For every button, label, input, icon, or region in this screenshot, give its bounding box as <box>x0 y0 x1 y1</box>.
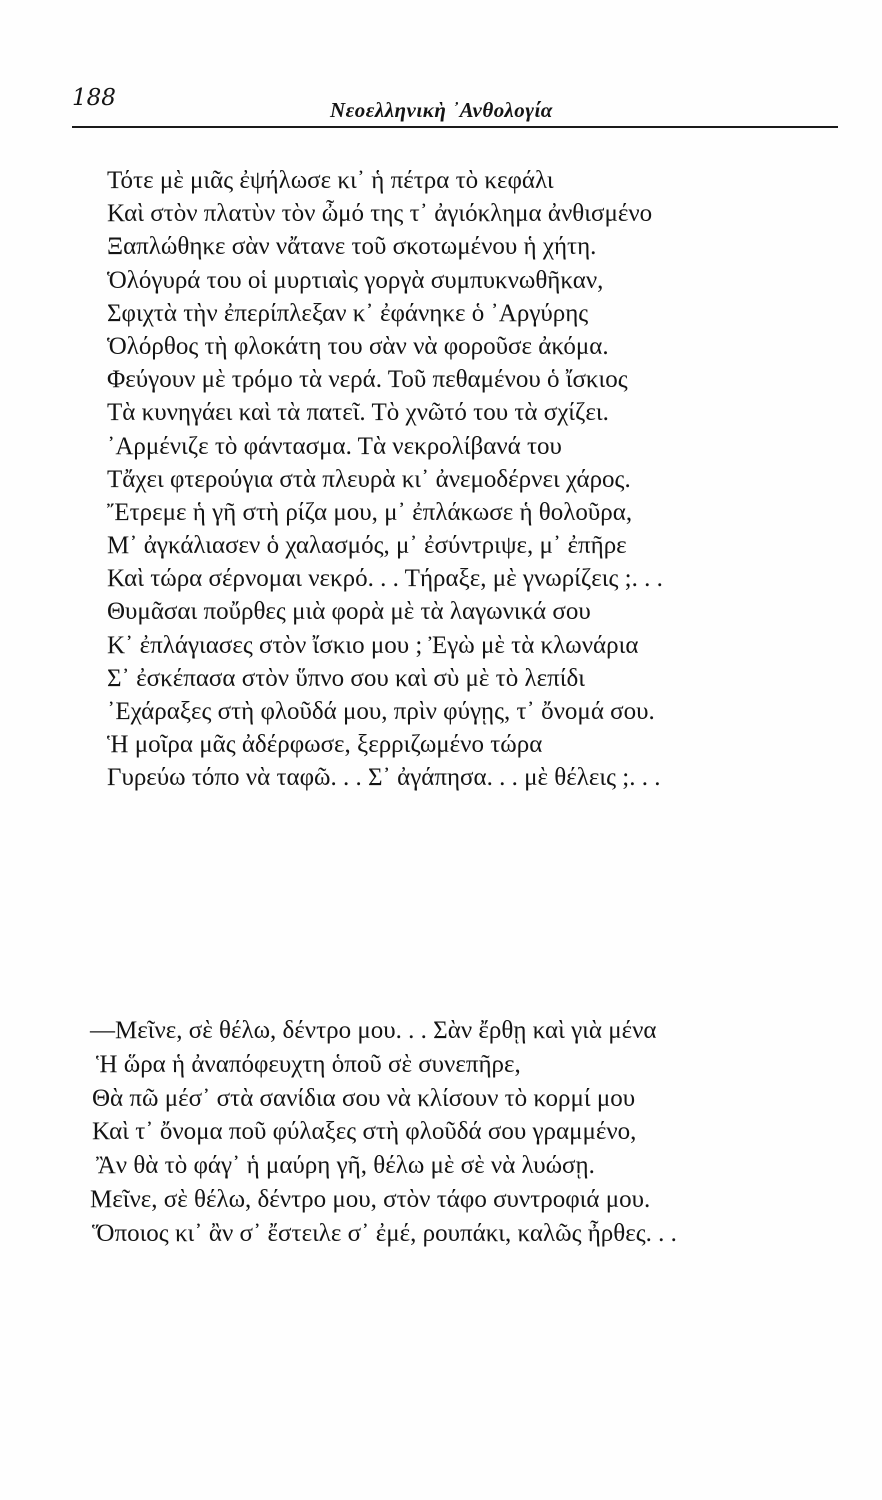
verse-line: Ἡ μοῖρα μᾶς ἀδέρφωσε, ξερριζωμένο τώρα <box>107 731 543 759</box>
running-head <box>0 0 882 140</box>
header-rule <box>72 126 838 128</box>
verse-line: Καὶ τώρα σέρνομαι νεκρό. . . Τήραξε, μὲ γνωρίζεις ;. . . <box>107 565 663 593</box>
verse-line: Φεύγουν μὲ τρόμο τὰ νερά. Τοῦ πεθαμένου ὁ ἴσκιος <box>107 366 628 394</box>
page-number: 188 <box>72 85 116 111</box>
verse-line: Μεῖνε, σὲ θέλω, δέντρο μου, στὸν τάφο συντροφιά μου. <box>90 1185 651 1213</box>
stanza-2 <box>90 1014 677 1251</box>
verse-line: Κ᾿ ἐπλάγιασες στὸν ἴσκιο μου ; Ἐγὼ μὲ τὰ κλωνάρια <box>107 631 639 659</box>
verse-line: Ὁλόγυρά του οἱ μυρτιαὶς γοργὰ συμπυκνωθῆκαν, <box>107 266 604 294</box>
verse-line: Τἄχει φτερούγια στὰ πλευρὰ κι᾿ ἀνεμοδέρνει χάρος. <box>107 465 631 493</box>
verse-line: Ἂν θὰ τὸ φάγ᾿ ἡ μαύρη γῆ, θέλω μὲ σὲ νὰ λυώσῃ. <box>96 1152 595 1180</box>
verse-line: Θὰ πῶ μέσ᾿ στὰ σανίδια σου νὰ κλίσουν τὸ κορμί μου <box>92 1084 636 1112</box>
verse-line: Τότε μὲ μιᾶς ἐψήλωσε κι᾿ ἡ πέτρα τὸ κεφάλι <box>107 167 554 194</box>
verse-line: ᾿Εχάραξες στὴ φλοῦδά μου, πρὶν φύγῃς, τ᾿ ὄνομά σου. <box>107 698 655 725</box>
verse-line: Ξαπλώθηκε σὰν νἄτανε τοῦ σκοτωμένου ἡ χήτη. <box>107 233 597 261</box>
verse-line: Σ᾿ ἐσκέπασα στὸν ὕπνο σου καὶ σὺ μὲ τὸ λεπίδι <box>107 664 585 692</box>
book-title: Νεοελληνικὴ ᾿Ανθολογία <box>330 98 553 122</box>
verse-line: Καὶ στὸν πλατὺν τὸν ὦμό της τ᾿ ἀγιόκλημα ἀνθισμένο <box>107 200 653 228</box>
verse-line: Τὰ κυνηγάει καὶ τὰ πατεῖ. Τὸ χνῶτό του τὰ σχίζει. <box>107 399 609 427</box>
verse-line: Ἔτρεμε ἡ γῆ στὴ ρίζα μου, μ᾿ ἐπλάκωσε ἡ θολοῦρα, <box>107 498 633 526</box>
verse-line: ᾿Αρμένιζε τὸ φάντασμα. Τὰ νεκρολίβανά του <box>107 432 562 460</box>
verse-line: Σφιχτὰ τὴν ἐπερίπλεξαν κ᾿ ἐφάνηκε ὁ ᾿Αργύρης <box>107 299 589 327</box>
verse-line: Ὁλόρθος τὴ φλοκάτη του σὰν νὰ φοροῦσε ἀκόμα. <box>107 332 609 360</box>
stanza-1 <box>107 164 663 795</box>
verse-line: Ἡ ὥρα ἡ ἀναπόφευχτη ὁποῦ σὲ συνεπῆρε, <box>96 1050 521 1078</box>
verse-line: Θυμᾶσαι ποὔρθες μιὰ φορὰ μὲ τὰ λαγωνικά σου <box>107 598 591 626</box>
verse-line: Ὅποιος κι᾿ ἂν σ᾿ ἔστειλε σ᾿ ἐμέ, ρουπάκι, καλῶς ἦρθες. . . <box>92 1219 677 1247</box>
verse-line: Μ᾿ ἀγκάλιασεν ὁ χαλασμός, μ᾿ ἐσύντριψε, μ᾿ ἐπῆρε <box>107 532 627 560</box>
verse-line: Γυρεύω τόπο νὰ ταφῶ. . . Σ᾿ ἀγάπησα. . . μὲ θέλεις ;. . . <box>107 764 661 792</box>
verse-line: —Μεῖνε, σὲ θέλω, δέντρο μου. . . Σὰν ἔρθῃ καὶ γιὰ μένα <box>90 1017 657 1044</box>
verse-line: Καὶ τ᾿ ὄνομα ποῦ φύλαξες στὴ φλοῦδά σου γραμμένο, <box>92 1118 637 1146</box>
